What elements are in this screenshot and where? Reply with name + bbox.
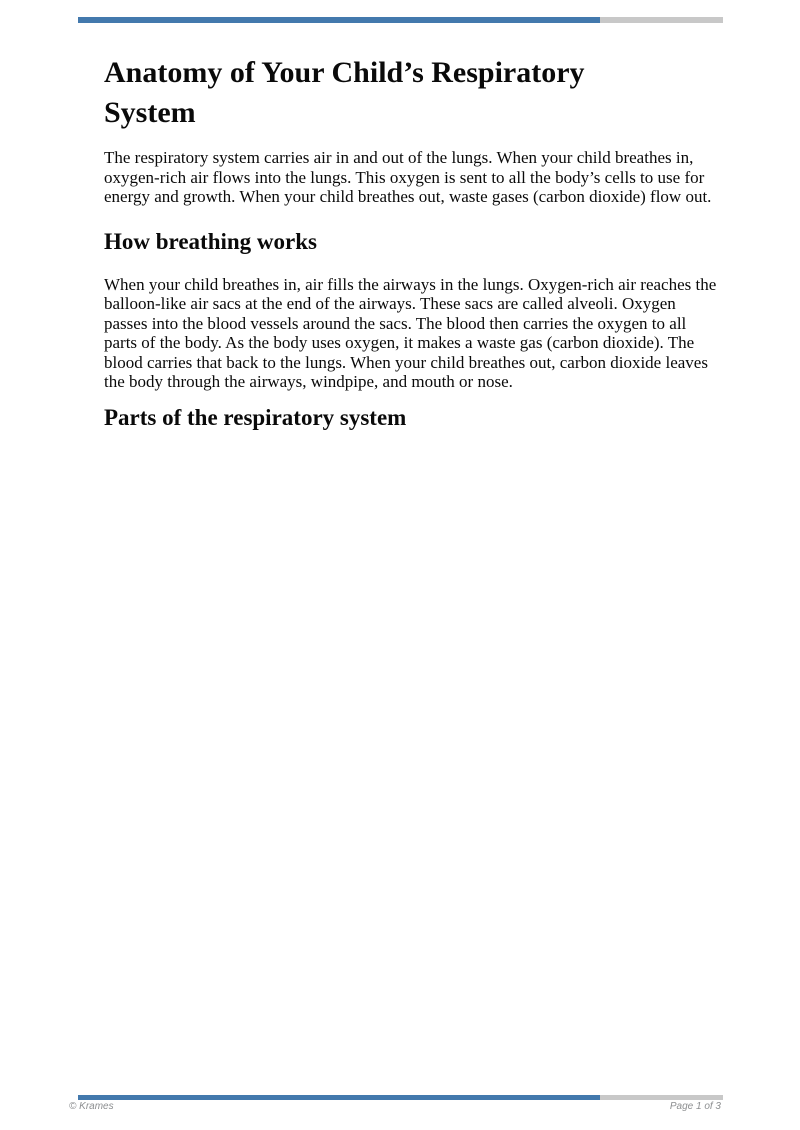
section-body-how-breathing-works: When your child breathes in, air fills the airways in the lungs. Oxygen-rich air reaches the balloon-like air sacs at the end of the airways. These sacs are called alveoli. Oxygen passes into the blood vessels around the sacs. The blood then carries the oxygen to all parts of the body. As the body uses oxygen, it makes a waste gas (carbon dioxide). The blood carries that back to the lungs. When your child breathes out, carbon dioxide leaves the body through the airways, windpipe, and mouth or nose. <box>104 274 717 391</box>
header-rule-gray-segment <box>600 17 723 23</box>
intro-paragraph: The respiratory system carries air in and out of the lungs. When your child breathes in, oxygen-rich air flows into the lungs. This oxygen is sent to all the body’s cells to use for energy and growth. When your child breathes out, waste gases (carbon dioxide) flow out. <box>104 148 712 206</box>
section-heading-parts-of-respiratory-system: Parts of the respiratory system <box>104 404 407 430</box>
document-content <box>104 53 722 432</box>
page-title: Anatomy of Your Child’s Respiratory System <box>104 56 585 129</box>
page-footer <box>69 1101 721 1113</box>
header-rule-blue-segment <box>78 17 600 23</box>
page-indicator: Page 1 of 3 <box>669 1101 721 1112</box>
footer-rule-gray-segment <box>600 1095 723 1100</box>
footer-rule <box>78 1095 723 1100</box>
copyright-text: © Krames <box>69 1101 114 1112</box>
section-heading-how-breathing-works: How breathing works <box>104 228 317 254</box>
footer-rule-blue-segment <box>78 1095 600 1100</box>
header-rule <box>78 17 723 23</box>
